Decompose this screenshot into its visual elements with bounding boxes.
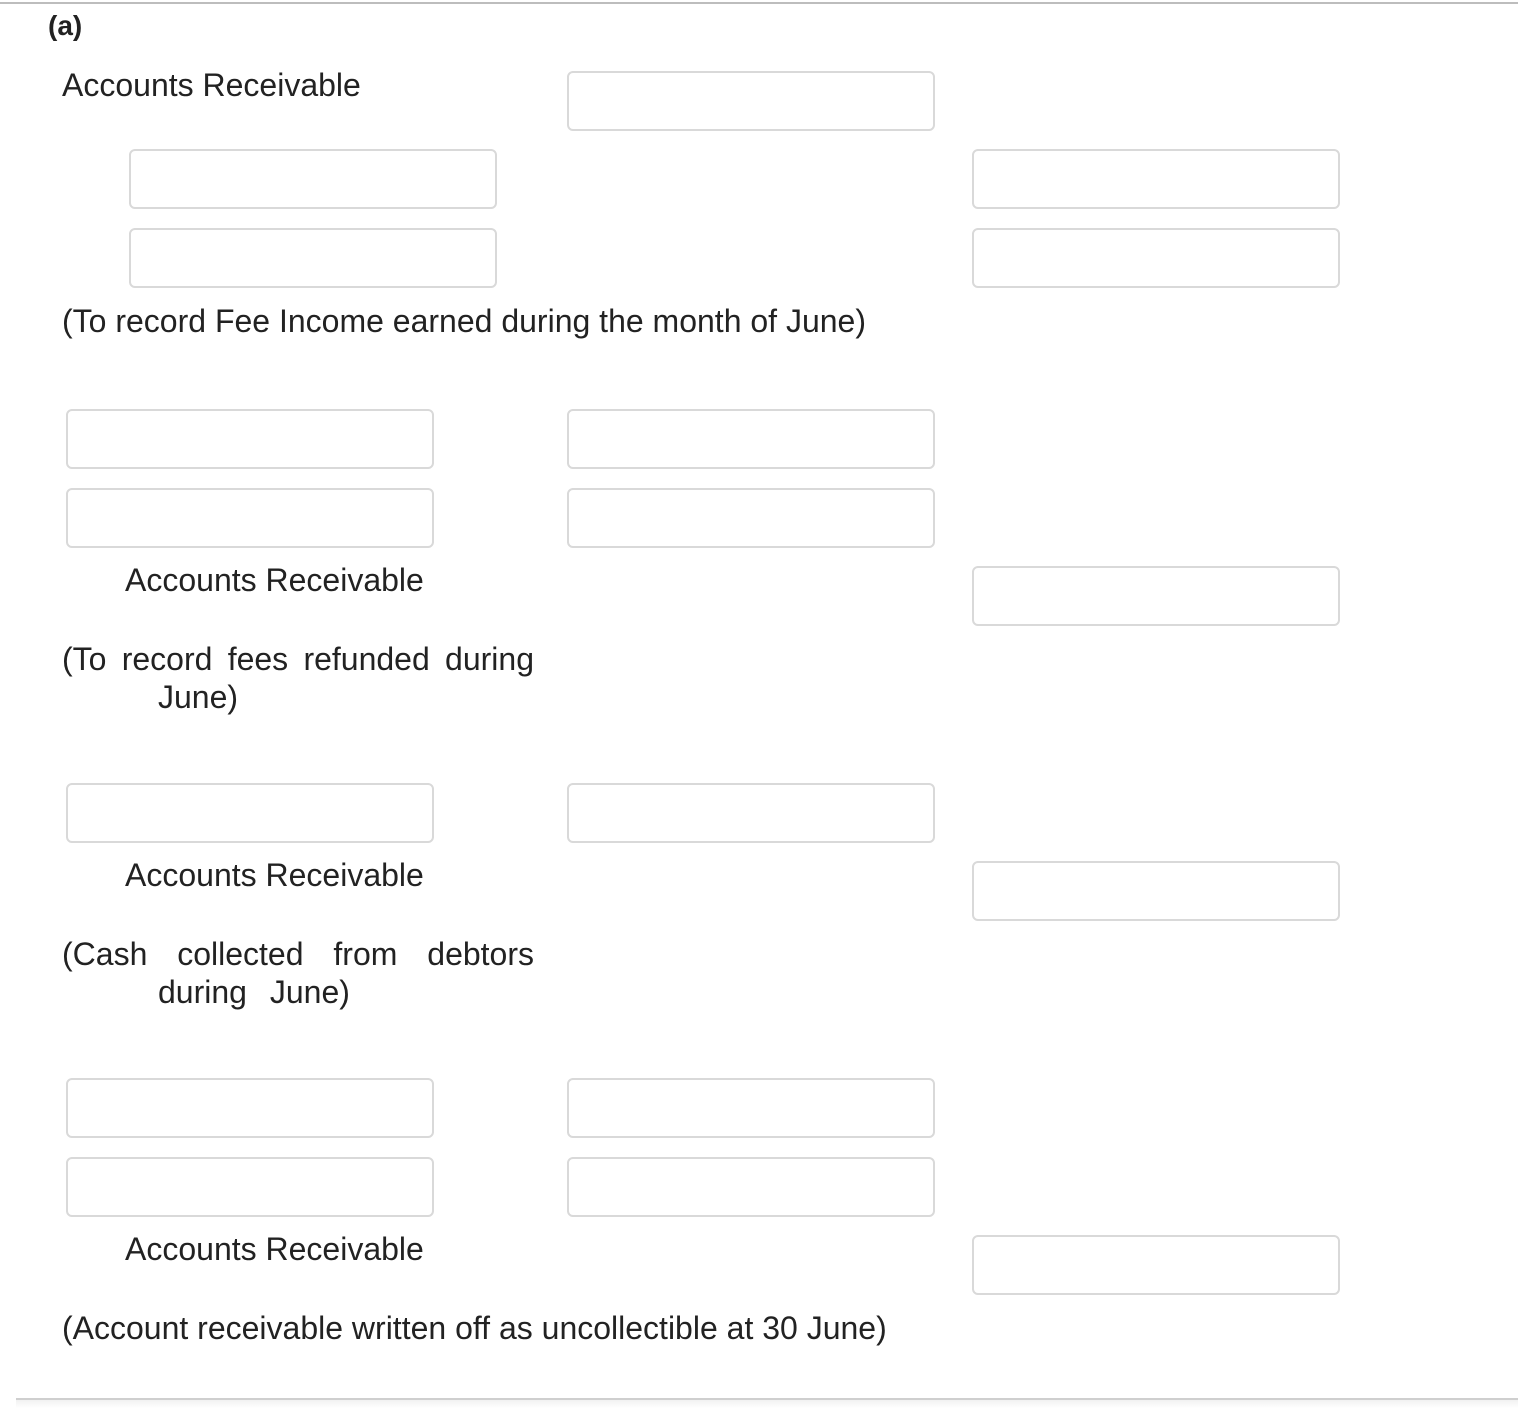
entry-2-debit-account-2[interactable] — [66, 488, 434, 548]
entry-3-debit-amount[interactable] — [567, 783, 935, 843]
entry-4-debit-amount-1[interactable] — [567, 1078, 935, 1138]
entry-4-debit-account-1[interactable] — [66, 1078, 434, 1138]
entry-1-debit-amount[interactable] — [567, 71, 935, 131]
entry-2-narration: (To record fees refunded during June) — [62, 641, 534, 715]
entry-1-credit-account-2[interactable] — [129, 228, 497, 288]
entry-2-debit-account-1[interactable] — [66, 409, 434, 469]
entry-4-debit-account-2[interactable] — [66, 1157, 434, 1217]
entry-1-debit-account: Accounts Receivable — [62, 67, 361, 103]
entry-4-credit-amount[interactable] — [972, 1235, 1340, 1295]
entry-1-credit-amount-2[interactable] — [972, 228, 1340, 288]
part-label: (a) — [48, 10, 83, 41]
entry-1-credit-amount-1[interactable] — [972, 149, 1340, 209]
entry-4-debit-amount-2[interactable] — [567, 1157, 935, 1217]
entry-2-credit-amount[interactable] — [972, 566, 1340, 626]
top-divider — [0, 2, 1518, 4]
entry-4-credit-account: Accounts Receivable — [125, 1231, 424, 1267]
entry-2-debit-amount-2[interactable] — [567, 488, 935, 548]
entry-3-narration: (Cash collected from debtors during June) — [62, 936, 534, 1010]
entry-3-credit-account: Accounts Receivable — [125, 857, 424, 893]
entry-1-narration: (To record Fee Income earned during the month of June) — [62, 303, 866, 339]
entry-2-debit-amount-1[interactable] — [567, 409, 935, 469]
entry-1-credit-account-1[interactable] — [129, 149, 497, 209]
entry-2-credit-account: Accounts Receivable — [125, 562, 424, 598]
entry-3-debit-account[interactable] — [66, 783, 434, 843]
bottom-divider — [16, 1398, 1518, 1408]
entry-4-narration: (Account receivable written off as uncollectible at 30 June) — [62, 1310, 887, 1346]
entry-3-credit-amount[interactable] — [972, 861, 1340, 921]
